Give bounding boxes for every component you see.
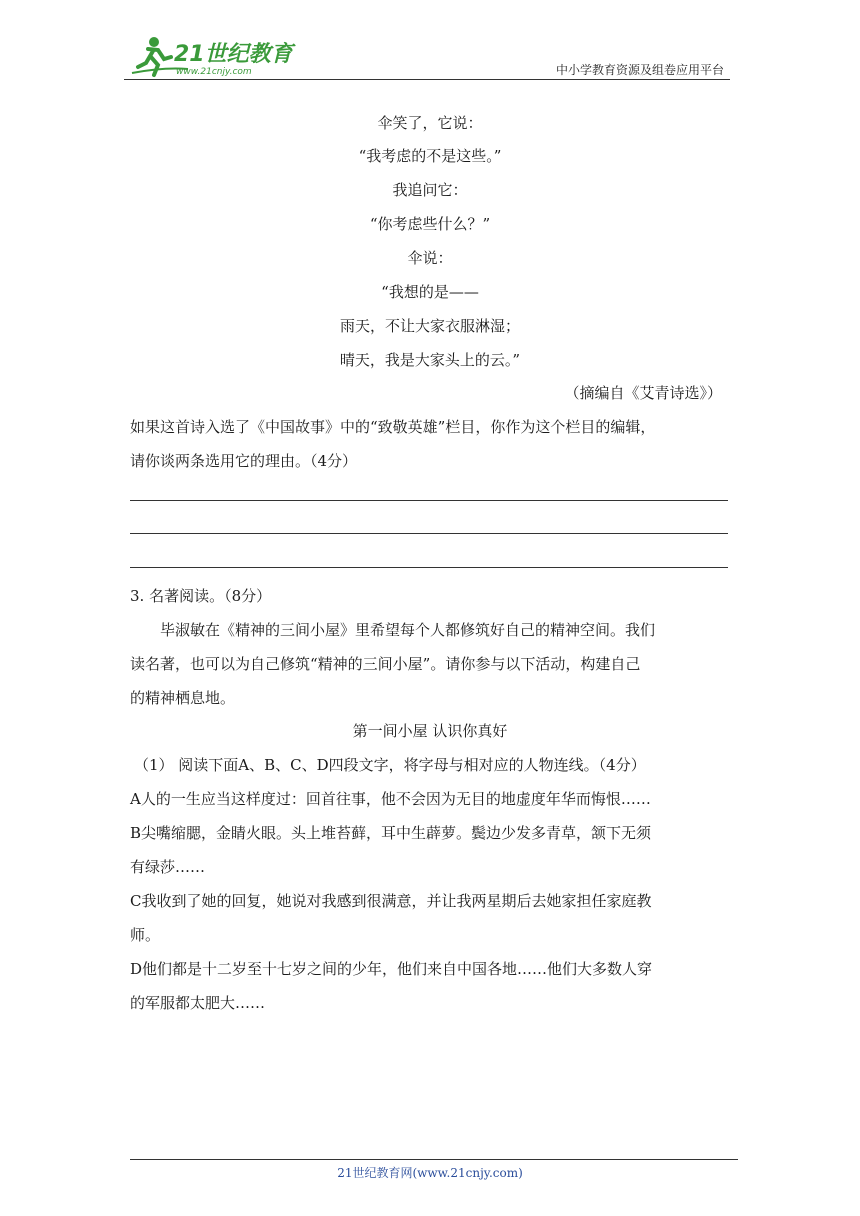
passage-c: 师。 (130, 926, 161, 944)
passage-b: B尖嘴缩腮，金睛火眼。头上堆苔藓，耳中生薜萝。鬓边少发多青草，颔下无须 (130, 824, 652, 842)
poem-line: 伞说： (407, 249, 453, 267)
running-person-logo-icon (124, 33, 304, 79)
passage-a: A人的一生应当这样度过：回首往事，他不会因为无目的地虚度年华而悔恨…… (130, 790, 651, 808)
poem-line: 晴天，我是大家头上的云。” (339, 351, 521, 369)
passage-d: D他们都是十二岁至十七岁之间的少年，他们来自中国各地……他们大多数人穿 (130, 960, 653, 978)
header-divider (124, 79, 730, 80)
answer-line (130, 500, 728, 501)
platform-name: 中小学教育资源及组卷应用平台 (555, 63, 724, 77)
sub-question: （1） 阅读下面A、B、C、D四段文字，将字母与相对应的人物连线。（4分） (134, 756, 646, 774)
footer-link[interactable]: 21世纪教育网(www.21cnjy.com) (337, 1166, 523, 1180)
poem-line: 我追问它： (392, 181, 468, 199)
passage-d: 的军服都太肥大…… (130, 994, 266, 1012)
svg-text:www.21cnjy.com: www.21cnjy.com (176, 67, 252, 77)
poem-line: “我想的是—— (381, 283, 479, 301)
passage-c: C我收到了她的回复，她说对我感到很满意，并让我两星期后去她家担任家庭教 (130, 892, 652, 910)
question-prompt: 如果这首诗入选了《中国故事》中的“致敬英雄”栏目，你作为这个栏目的编辑， (130, 418, 656, 436)
poem-line: 雨天，不让大家衣服淋湿； (339, 317, 520, 335)
footer-divider (130, 1159, 738, 1160)
intro-text: 读名著，也可以为自己修筑“精神的三间小屋”。请你参与以下活动，构建自己 (130, 655, 641, 673)
svg-text:21世纪教育: 21世纪教育 (174, 42, 293, 67)
poem-line: “你考虑些什么？” (369, 215, 491, 233)
intro-text: 的精神栖息地。 (130, 689, 236, 707)
site-logo (124, 33, 304, 79)
poem-line: 伞笑了，它说： (377, 114, 483, 132)
question-title: 3. 名著阅读。（8分） (130, 587, 272, 605)
intro-text: 毕淑敏在《精神的三间小屋》里希望每个人都修筑好自己的精神空间。我们 (160, 621, 656, 639)
passage-b: 有绿莎…… (130, 858, 206, 876)
answer-line (130, 533, 728, 534)
answer-line (130, 567, 728, 568)
section-title: 第一间小屋 认识你真好 (352, 722, 508, 740)
question-prompt: 请你谈两条选用它的理由。（4分） (130, 452, 358, 470)
poem-line: “我考虑的不是这些。” (358, 147, 502, 165)
poem-source: （摘编自《艾青诗选》） (564, 384, 722, 402)
